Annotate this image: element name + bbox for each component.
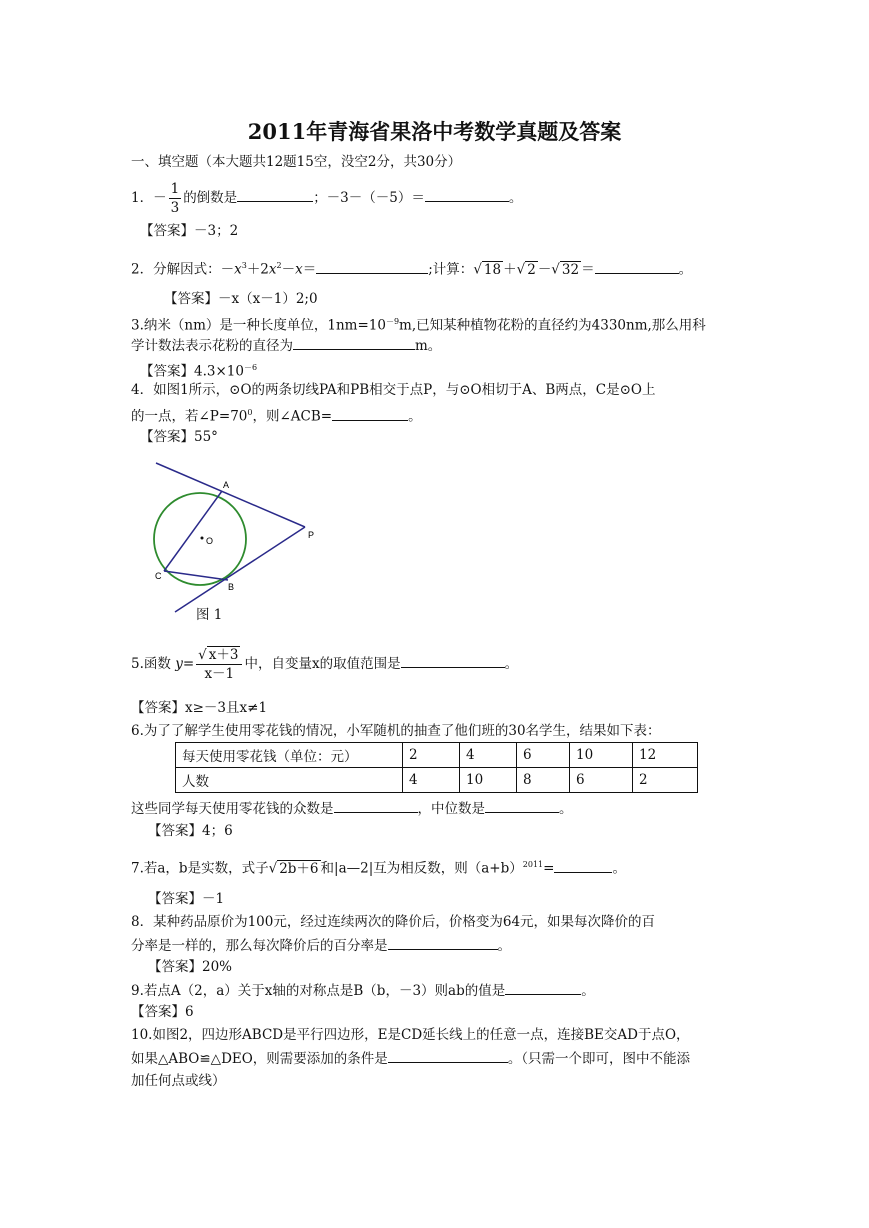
q2-exp-2: 2: [276, 261, 282, 270]
q2-sqrt-18: 18: [483, 261, 502, 278]
question-8-line-2: [131, 936, 511, 955]
q5-answer: 【答案】x≥－3且x≠1: [131, 700, 268, 716]
question-3-line-1: [131, 313, 706, 335]
q10-text: 如果△ABO≌△DEO，则需要添加的条件是: [131, 1051, 388, 1067]
q2-answer: 【答案】－x（x－1）2;0: [164, 291, 318, 307]
table-row: [176, 768, 698, 793]
q5-text: 5.函数: [131, 656, 171, 672]
label-c: C: [155, 571, 162, 581]
q2-mid: ＋2: [246, 261, 269, 278]
q5-text-2: 中，自变量x的取值范围是: [244, 656, 401, 672]
q1-text: 的倒数是: [183, 190, 238, 206]
q8-text: 分率是一样的，那么每次降价后的百分率是: [131, 938, 388, 954]
q6-answer: 【答案】4；6: [148, 823, 233, 839]
label-b: B: [228, 582, 235, 592]
q4-blank[interactable]: [332, 407, 408, 421]
question-4-line-2: [131, 404, 422, 426]
q9-end: 。: [581, 983, 595, 999]
q9-blank[interactable]: [505, 981, 581, 995]
q1-minus: －: [153, 190, 167, 206]
q2-var: x: [234, 261, 242, 278]
q4-text: 的一点，若∠P=70: [131, 408, 248, 425]
q8-blank[interactable]: [388, 936, 498, 950]
table-cell: 每天使用零花钱（单位：元）: [176, 743, 403, 768]
q10-blank[interactable]: [388, 1049, 508, 1063]
table-cell: 10: [460, 768, 517, 793]
q5-y: y=: [175, 656, 195, 672]
question-9: [131, 981, 595, 1000]
q2-eq-2: ＝: [581, 261, 595, 278]
q2-calc: ;计算：: [428, 261, 474, 278]
question-8-line-1: 8．某种药品原价为100元，经过连续两次的降价后，价格变为64元，如果每次降价的百: [131, 914, 656, 930]
q6-blank-2[interactable]: [485, 799, 559, 813]
q10-text-2: 。（只需一个即可，图中不能添: [507, 1051, 691, 1067]
q7-radical: 2b＋6: [279, 860, 319, 877]
q1-fraction: [169, 180, 182, 217]
question-1: [131, 178, 522, 218]
q1-text-2: ；－3－（－5）＝: [313, 190, 425, 206]
section-heading: 一、填空题（本大题共12题15空，没空2分，共30分）: [131, 154, 462, 170]
q7-end: 。: [612, 860, 626, 877]
label-o: O: [206, 536, 214, 546]
table-row: [176, 743, 698, 768]
label-p: P: [308, 530, 315, 540]
q3-blank[interactable]: [293, 336, 415, 350]
table-cell: 人数: [176, 768, 403, 793]
question-6-line-1: 6.为了了解学生使用零花钱的情况，小军随机的抽查了他们班的30名学生，结果如下表：: [131, 723, 661, 739]
question-6-line-2: [131, 799, 573, 818]
question-10-line-3: 加任何点或线）: [131, 1073, 226, 1089]
question-2: 2．分解因式：$-x^3+2x^2-x=$ ;计算：√ 18 ＋√ 2 －√ 32 ＝ 。: [131, 261, 693, 278]
table-cell: 10: [570, 743, 633, 768]
q5-frac-den: x－1: [204, 666, 235, 682]
q1-blank-2[interactable]: [425, 188, 509, 202]
q2-tail: －: [281, 261, 296, 278]
q7-blank[interactable]: [554, 859, 612, 873]
q5-num-text: x＋3: [208, 647, 239, 663]
q7-eq: =: [543, 860, 555, 877]
q5-end: 。: [504, 656, 519, 672]
q5-frac-num: √ x＋3: [196, 646, 242, 665]
q3-exp: －9: [385, 317, 400, 326]
q4-deg: 0: [247, 408, 253, 417]
table-cell: 6: [517, 743, 570, 768]
q2-var-3: x: [295, 261, 303, 278]
question-3-line-2: [131, 336, 441, 355]
q3-answer-exp: －6: [243, 363, 258, 372]
figure-1-diagram: [140, 455, 340, 620]
q2-eq: ＝: [302, 261, 317, 278]
q5-blank[interactable]: [401, 654, 505, 668]
q2-text: 2．分解因式：－: [131, 261, 235, 278]
table-cell: 8: [517, 768, 570, 793]
q1-blank-1[interactable]: [237, 188, 313, 202]
tangent-line-pa: [156, 463, 305, 527]
table-cell: 2: [633, 768, 698, 793]
label-a: A: [223, 480, 230, 490]
q6-end: 。: [559, 801, 573, 817]
q4-answer: 【答案】55°: [140, 429, 218, 445]
q2-sqrt-2: 2: [527, 261, 536, 278]
q3-text-1: 3.纳米（nm）是一种长度单位，1nm=10: [131, 317, 386, 334]
q1-answer: 【答案】－3；2: [140, 223, 239, 239]
q4-end: 。: [408, 408, 422, 425]
q4-text-2: ，则∠ACB=: [252, 408, 333, 425]
q3-answer-text: 【答案】4.3×10: [140, 363, 244, 380]
q7-text-2: 和|a—2|互为相反数，则（a+b）: [320, 860, 523, 877]
question-5: [131, 642, 518, 686]
tangent-line-pb: [175, 527, 305, 612]
q3-unit: m。: [415, 338, 442, 354]
center-point: [201, 537, 204, 540]
q3-text-2: 学计数法表示花粉的直径为: [131, 338, 293, 354]
table-cell: 2: [403, 743, 460, 768]
question-10-line-2: [131, 1049, 690, 1068]
q3-answer: [140, 359, 257, 381]
question-4-line-1: 4．如图1所示，⊙O的两条切线PA和PB相交于点P，与⊙O相切于A、B两点，C是⊙O上: [131, 382, 656, 398]
q3-text-1b: m,已知某种植物花粉的直径约为4330nm,那么用科: [399, 317, 706, 334]
q9-answer: 【答案】6: [131, 1004, 194, 1020]
page-title: 2011年青海省果洛中考数学真题及答案: [247, 119, 622, 144]
q7-text: 7.若a，b是实数，式子: [131, 860, 269, 877]
q8-answer: 【答案】20%: [148, 959, 233, 975]
q2-blank-2[interactable]: [595, 260, 679, 274]
q1-end: 。: [508, 190, 523, 206]
question-10-line-1: 10.如图2，四边形ABCD是平行四边形，E是CD延长线上的任意一点，连接BE交AD于点O，: [131, 1027, 690, 1043]
q7-exp: 2011: [522, 860, 544, 869]
table-cell: 12: [633, 743, 698, 768]
figure-1-caption: 图 1: [196, 607, 223, 623]
pocket-money-table: [175, 742, 698, 793]
q1-frac-num: 1: [170, 181, 180, 197]
q2-exp-3: 3: [241, 261, 247, 270]
chord-cb: [164, 571, 228, 580]
q5-fraction: [196, 646, 242, 683]
q6-text: 这些同学每天使用零花钱的众数是: [131, 801, 334, 817]
q2-sqrt-32: 32: [561, 261, 580, 278]
q1-number: 1．: [131, 190, 154, 206]
q2-end: 。: [678, 261, 693, 278]
table-cell: 6: [570, 768, 633, 793]
q2-var-2: x: [268, 261, 277, 278]
q6-text-2: ，中位数是: [417, 801, 485, 817]
q1-frac-den: 3: [170, 200, 180, 216]
q9-text: 9.若点A（2，a）关于x轴的对称点是B（b，－3）则ab的值是: [131, 983, 506, 999]
q6-blank-1[interactable]: [334, 799, 418, 813]
q2-blank-1[interactable]: [316, 260, 428, 274]
q7-answer: 【答案】－1: [148, 891, 225, 907]
q8-end: 。: [497, 938, 511, 954]
table-cell: 4: [403, 768, 460, 793]
question-7: 7.若a，b是实数，式子√ 2b＋6 和|a—2|互为相反数，则$(a+b)^{2011}=$ 。: [131, 860, 626, 877]
table-cell: 4: [460, 743, 517, 768]
